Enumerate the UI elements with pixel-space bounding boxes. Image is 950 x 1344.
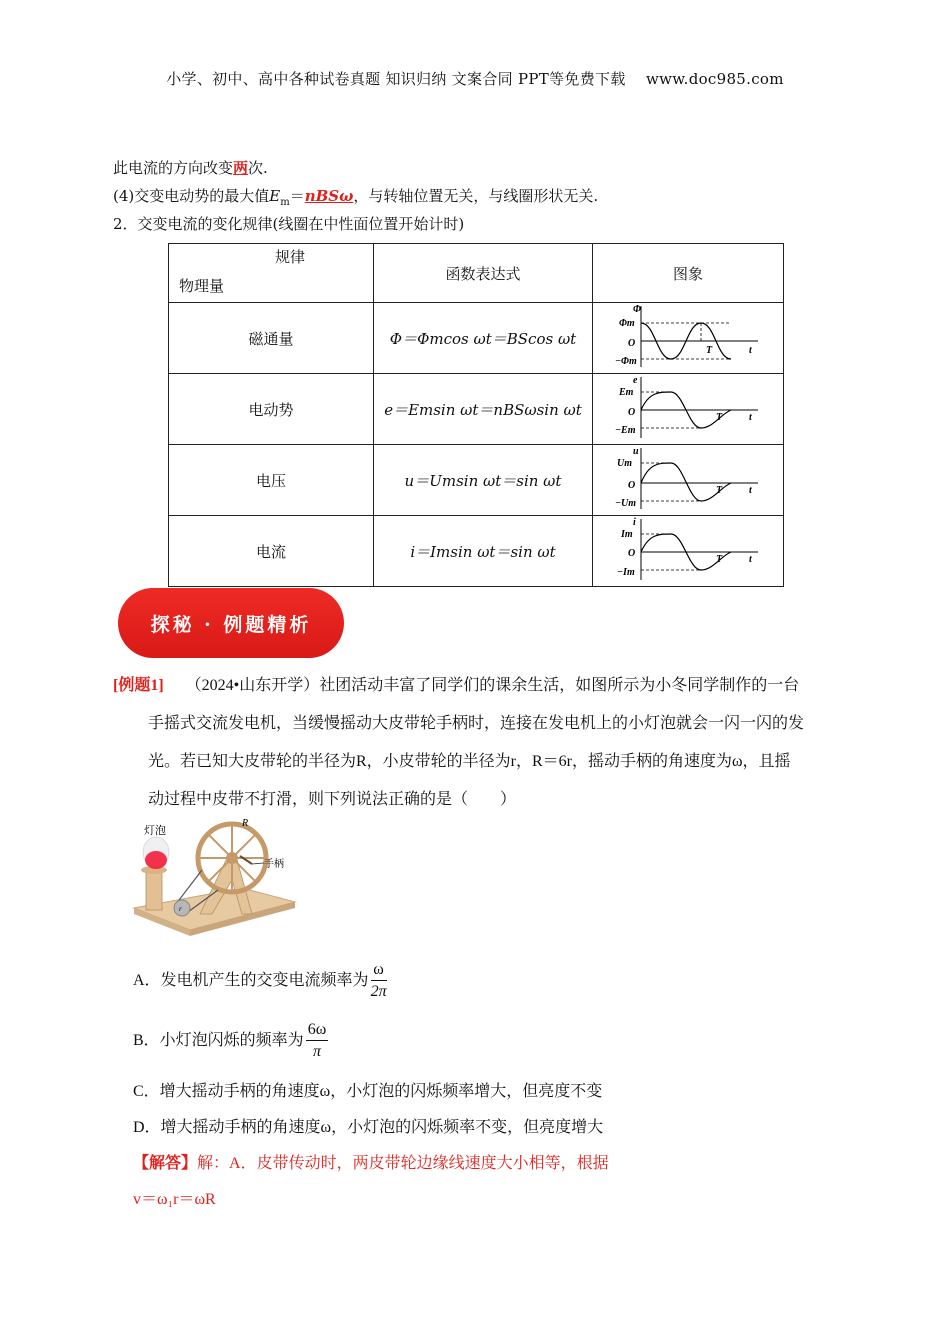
min-label: −Em (615, 425, 636, 436)
intro-line-2-pre: (4)交变电动势的最大值 (113, 187, 270, 205)
hand-generator-figure (132, 818, 297, 938)
lamp-post (146, 870, 162, 910)
option-b-numerator: 6ω (306, 1020, 329, 1041)
table-row (169, 445, 784, 516)
row-name: 电流 (169, 516, 374, 587)
option-a-fraction (371, 960, 387, 1003)
row-name: 电动势 (169, 374, 374, 445)
t-label: t (749, 412, 752, 423)
answer-text-1: 解：A．皮带传动时，两皮带轮边缘线速度大小相等，根据 (197, 1155, 609, 1172)
option-b[interactable] (133, 1020, 328, 1063)
max-label: Um (617, 458, 632, 469)
header-formula: 函数表达式 (374, 244, 593, 303)
origin-label: O (628, 338, 636, 349)
example-line-1 (113, 667, 799, 705)
y-label: e (633, 375, 638, 386)
equals-sign: ＝ (289, 187, 305, 205)
y-label: u (633, 446, 639, 457)
handle-pointer (252, 863, 264, 864)
min-label: −Φm (615, 356, 637, 367)
header-diagonal-cell (169, 244, 374, 303)
sine-graph (613, 374, 763, 440)
handle-label: 手柄 (264, 859, 284, 870)
t-label: t (749, 485, 752, 496)
intro-line-2 (113, 185, 598, 208)
intro-line-1 (113, 157, 268, 178)
example-text-1: （2024•山东开学）社团活动丰富了同学们的课余生活，如图所示为小冬同学制作的一台 (185, 677, 800, 694)
table-row (169, 516, 784, 587)
t-label: t (749, 554, 752, 565)
intro-key-nbsw: nBSω (304, 187, 354, 205)
emf-subscript: m (280, 197, 290, 208)
header-quantity-label: 物理量 (179, 277, 225, 295)
row-formula: Φ＝Φmcos ωt＝BScos ωt (374, 303, 593, 374)
page-header: 小学、初中、高中各种试卷真题 知识归纳 文案合同 PPT等免费下载 www.doc985.com (166, 70, 784, 88)
example-line-3: 光。若已知大皮带轮的半径为R，小皮带轮的半径为r，R＝6r，摇动手柄的角速度为ω，且摇 (148, 753, 791, 770)
option-d[interactable]: D．增大摇动手柄的角速度ω，小灯泡的闪烁频率不变，但亮度增大 (133, 1119, 604, 1136)
row-graph (593, 374, 784, 445)
example-tag: [例题1] (113, 677, 164, 694)
row-formula: i＝Imsin ωt＝sin ωt (374, 516, 593, 587)
answer-line-1 (133, 1145, 609, 1183)
option-a-numerator: ω (371, 960, 387, 981)
intro-line-2-post: ，与转轴位置无关，与线圈形状无关. (353, 187, 599, 205)
header-law-label: 规律 (275, 248, 306, 266)
y-label: i (633, 517, 636, 528)
t-label: t (749, 345, 752, 356)
row-graph (593, 303, 784, 374)
row-name: 电压 (169, 445, 374, 516)
example-line-2: 手摇式交流发电机，当缓慢摇动大皮带轮手柄时，连接在发电机上的小灯泡就会一闪一闪的发 (148, 715, 805, 732)
period-label: T (706, 345, 713, 356)
section-banner: 探秘 · 例题精析 (118, 588, 344, 658)
period-label: T (716, 485, 723, 496)
option-b-fraction (306, 1020, 329, 1063)
example-line-4: 动过程中皮带不打滑，则下列说法正确的是（ ） (148, 791, 517, 808)
option-a[interactable] (133, 960, 387, 1003)
answer-line-2: v＝ω₁r＝ωR (133, 1191, 216, 1208)
y-label: Φ (633, 304, 641, 315)
option-a-denominator: 2π (370, 983, 387, 1000)
row-formula: e＝Emsin ωt＝nBSωsin ωt (374, 374, 593, 445)
bulb-glow (145, 851, 167, 869)
sine-graph (613, 516, 763, 582)
intro-line-3: 2．交变电流的变化规律(线圈在中性面位置开始计时) (113, 215, 465, 233)
row-name: 磁通量 (169, 303, 374, 374)
big-radius-label: R (242, 818, 249, 829)
header-graph: 图象 (593, 244, 784, 303)
table-header-row (169, 244, 784, 303)
bulb-label: 灯泡 (144, 824, 166, 837)
max-label: Em (619, 387, 634, 398)
max-label: Φm (619, 318, 635, 329)
law-table (168, 243, 784, 587)
min-label: −Um (615, 498, 637, 509)
option-b-denominator: π (312, 1043, 321, 1060)
period-label: T (716, 412, 723, 423)
period-label: T (716, 554, 723, 565)
table-row (169, 374, 784, 445)
min-label: −Im (617, 567, 635, 578)
answer-tag: 【解答】 (133, 1155, 198, 1172)
intro-key-two: 两 (233, 159, 249, 177)
sine-graph (613, 445, 763, 511)
row-graph (593, 516, 784, 587)
option-a-text: A．发电机产生的交变电流频率为 (133, 972, 369, 990)
intro-line-1-post: 次. (248, 159, 268, 177)
origin-label: O (628, 480, 636, 491)
small-wheel (174, 900, 190, 916)
intro-line-1-pre: 此电流的方向改变 (113, 159, 234, 177)
cosine-graph (613, 303, 763, 369)
max-label: Im (621, 529, 633, 540)
small-radius-label: r (179, 905, 182, 913)
origin-label: O (628, 407, 636, 418)
option-b-text: B．小灯泡闪烁的频率为 (133, 1032, 304, 1050)
emf-symbol: E (269, 187, 281, 205)
origin-label: O (628, 548, 636, 559)
option-c[interactable]: C．增大摇动手柄的角速度ω，小灯泡的闪烁频率增大，但亮度不变 (133, 1083, 603, 1100)
row-formula: u＝Umsin ωt＝sin ωt (374, 445, 593, 516)
row-graph (593, 445, 784, 516)
table-row (169, 303, 784, 374)
